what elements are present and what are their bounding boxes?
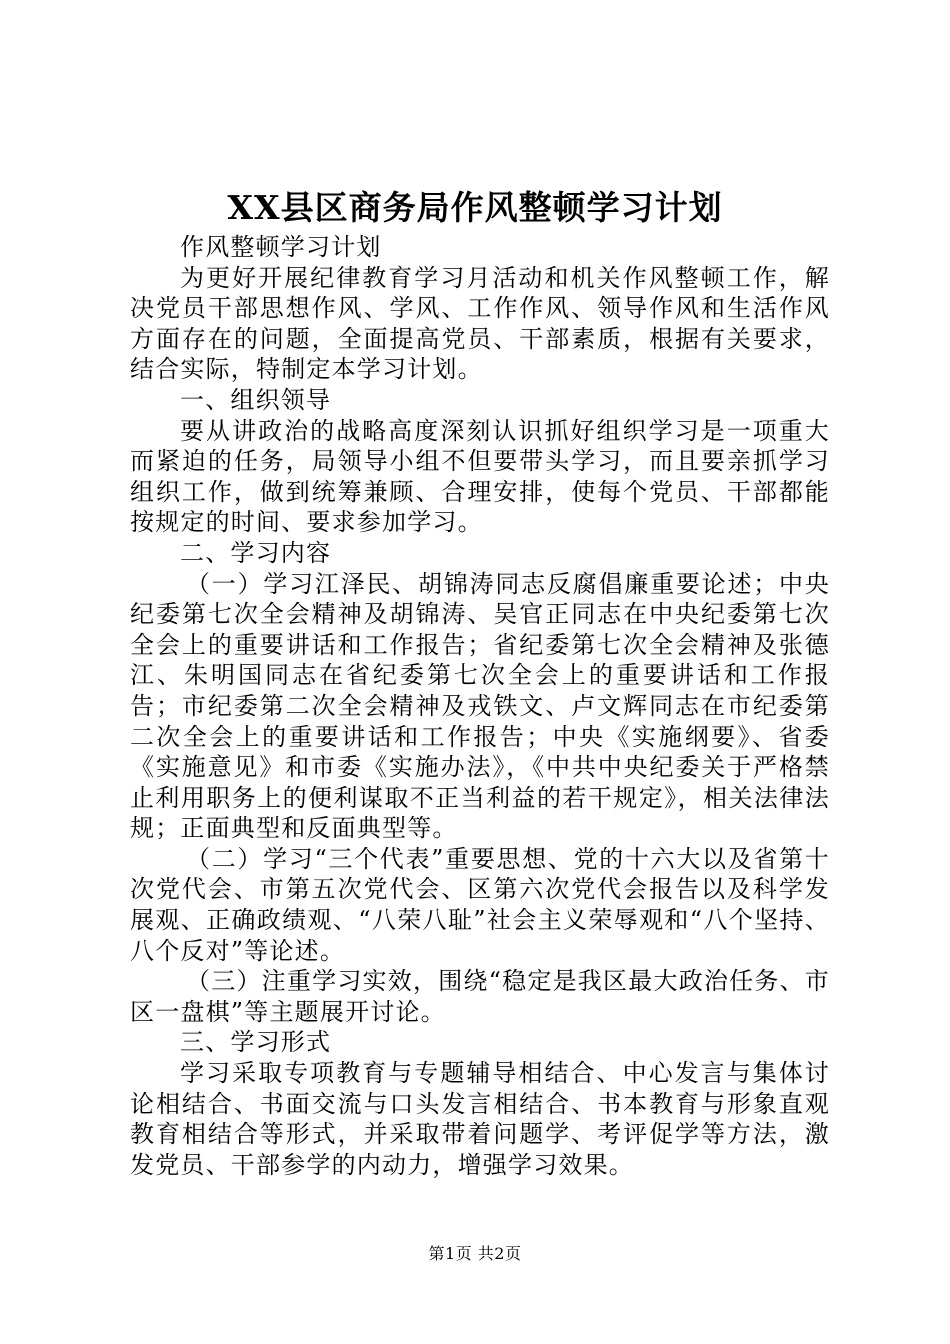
subtitle-paragraph: 作风整顿学习计划 <box>180 233 382 261</box>
section-heading-format: 三、学习形式 <box>180 1028 332 1057</box>
organization-paragraph: 要从讲政治的战略高度深刻认识抓好组织学习是一项重大而紧迫的任务，局领导小组不但要带头学习，而且要亲抓学习组织工作，做到统筹兼顾、合理安排，使每个党员、干部都能按规定的时间、要求参加学习。 <box>130 416 830 537</box>
content-item-3: （三）注重学习实效，围绕“稳定是我区最大政治任务、市区一盘棋”等主题展开讨论。 <box>130 967 830 1026</box>
intro-paragraph: 为更好开展纪律教育学习月活动和机关作风整顿工作，解决党员干部思想作风、学风、工作作风、领导作风和生活作风方面存在的问题，全面提高党员、干部素质，根据有关要求，结合实际，特制定本学习计划。 <box>130 263 830 384</box>
format-paragraph: 学习采取专项教育与专题辅导相结合、中心发言与集体讨论相结合、书面交流与口头发言相结合、书本教育与形象直观教育相结合等形式，并采取带着问题学、考评促学等方法，激发党员、干部参学的内动力，增强学习效果。 <box>130 1059 830 1179</box>
section-heading-organization: 一、组织领导 <box>180 385 332 414</box>
content-item-1: （一）学习江泽民、胡锦涛同志反腐倡廉重要论述；中央纪委第七次全会精神及胡锦涛、吴官正同志在中央纪委第七次全会上的重要讲话和工作报告；省纪委第七次全会精神及张德江、朱明国同志在省纪委第七次全会上的重要讲话和工作报告；市纪委第二次全会精神及戎铁文、卢文辉同志在市纪委第二次全会上的重要讲话和工作报告；中央《实施纲要》、省委《实施意见》和市委《实施办法》，《中共中央纪委关于严格禁止利用职务上的便利谋取不正当利益的若干规定》，相关法律法规；正面典型和反面典型等。 <box>130 569 830 843</box>
content-item-2: （二）学习“三个代表”重要思想、党的十六大以及省第十次党代会、市第五次党代会、区第六次党代会报告以及科学发展观、正确政绩观、“八荣八耻”社会主义荣辱观和“八个坚持、八个反对”等论述。 <box>130 844 830 965</box>
document-title: XX县区商务局作风整顿学习计划 <box>227 188 723 227</box>
page-number-footer: 第1页 共2页 <box>428 1244 522 1263</box>
document-body <box>130 232 830 1180</box>
section-heading-content: 二、学习内容 <box>180 538 332 567</box>
